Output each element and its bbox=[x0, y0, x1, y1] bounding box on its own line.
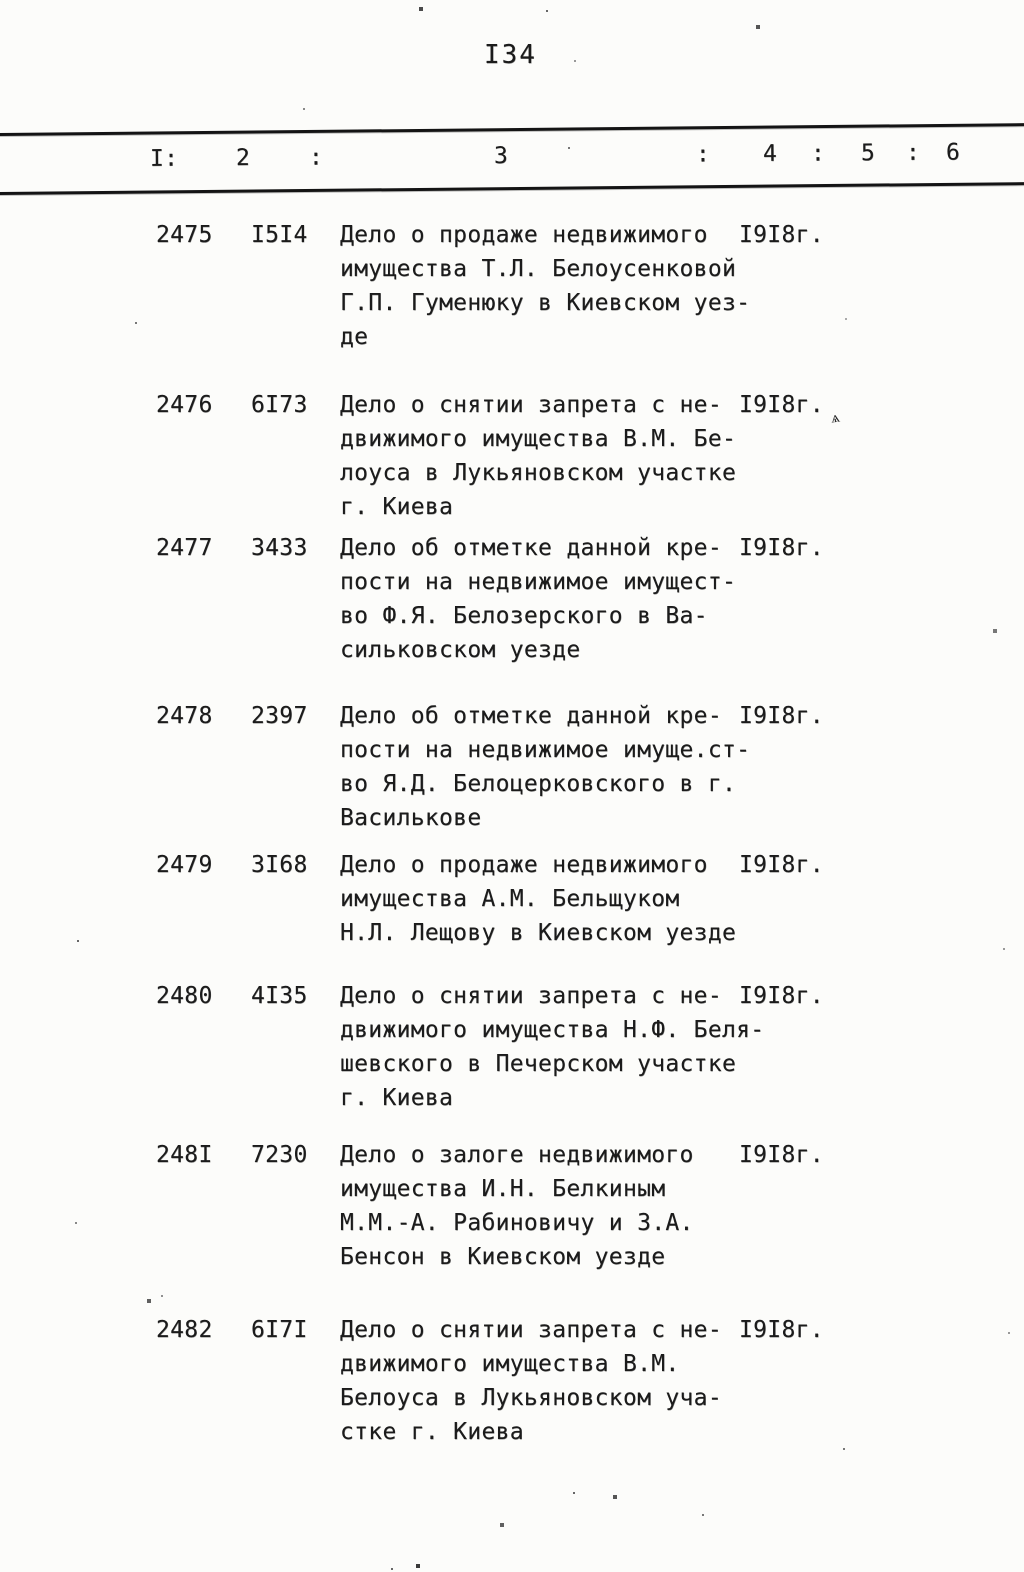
entry-description bbox=[340, 222, 790, 358]
description-line: де bbox=[340, 324, 369, 350]
column-header-2: 2 bbox=[235, 145, 251, 172]
description-line: Бенсон в Киевском уезде bbox=[340, 1244, 666, 1270]
description-line: Г.П. Гуменюку в Киевском уез- bbox=[340, 290, 751, 316]
column-header-9: : bbox=[905, 139, 921, 166]
entry-year: I9I8г. bbox=[739, 392, 824, 418]
description-line: стке г. Киева bbox=[340, 1419, 524, 1445]
entry-description bbox=[340, 535, 790, 671]
description-line: Дело о залоге недвижимого bbox=[340, 1142, 694, 1168]
entry-year: I9I8г. bbox=[739, 222, 824, 248]
description-line: движимого имущества Н.Ф. Беля- bbox=[340, 1017, 765, 1043]
description-line: во Я.Д. Белоцерковского в г. bbox=[340, 771, 737, 797]
entry-number: 2475 bbox=[156, 222, 213, 248]
description-line: Василькове bbox=[340, 805, 482, 831]
description-line: движимого имущества В.М. bbox=[340, 1351, 680, 1377]
entry-description bbox=[340, 983, 790, 1119]
column-header-1: I: bbox=[149, 145, 179, 172]
description-line: Дело о продаже недвижимого bbox=[340, 852, 708, 878]
description-line: Дело об отметке данной кре- bbox=[340, 535, 722, 561]
description-line: Н.Л. Лещову в Киевском уезде bbox=[340, 920, 737, 946]
description-line: во Ф.Я. Белозерского в Ва- bbox=[340, 603, 708, 629]
entry-year: I9I8г. bbox=[739, 983, 824, 1009]
entry-description bbox=[340, 392, 790, 528]
entry-year: I9I8г. bbox=[739, 852, 824, 878]
column-header-7: : bbox=[810, 140, 826, 167]
entry-description bbox=[340, 703, 790, 839]
description-line: шевского в Печерском участке bbox=[340, 1051, 737, 1077]
entry-description bbox=[340, 852, 790, 954]
description-line: имущества И.Н. Белкиным bbox=[340, 1176, 666, 1202]
entry-number: 248I bbox=[156, 1142, 213, 1168]
description-line: Белоуса в Лукьяновском уча- bbox=[340, 1385, 722, 1411]
description-line: Дело о снятии запрета с не- bbox=[340, 983, 722, 1009]
column-header-8: 5 bbox=[860, 140, 876, 167]
description-line: г. Киева bbox=[340, 1085, 454, 1111]
description-line: сильковском уезде bbox=[340, 637, 581, 663]
description-line: Дело об отметке данной кре- bbox=[340, 703, 722, 729]
entry-description bbox=[340, 1317, 790, 1453]
entry-year: I9I8г. bbox=[739, 535, 824, 561]
entry-year: I9I8г. bbox=[739, 1142, 824, 1168]
entry-file-number: 4I35 bbox=[251, 983, 308, 1009]
entry-number: 2478 bbox=[156, 703, 213, 729]
entry-number: 2482 bbox=[156, 1317, 213, 1343]
ink-blot-artifact: ѧ bbox=[829, 407, 841, 427]
description-line: Дело о снятии запрета с не- bbox=[340, 392, 722, 418]
entry-year: I9I8г. bbox=[739, 703, 824, 729]
description-line: движимого имущества В.М. Бе- bbox=[340, 426, 737, 452]
column-header-4: 3 bbox=[493, 143, 509, 170]
entry-file-number: I5I4 bbox=[251, 222, 308, 248]
column-header-6: 4 bbox=[762, 140, 778, 168]
entry-number: 2477 bbox=[156, 535, 213, 561]
column-header-5: : bbox=[695, 141, 711, 168]
description-line: лоуса в Лукьяновском участке bbox=[340, 460, 737, 486]
entry-number: 2476 bbox=[156, 392, 213, 418]
description-line: пости на недвижимое имуще.ст- bbox=[340, 737, 751, 763]
entry-file-number: 2397 bbox=[251, 703, 308, 729]
entry-file-number: 6I73 bbox=[251, 392, 308, 418]
entry-file-number: 6I7I bbox=[251, 1317, 308, 1343]
entry-file-number: 7230 bbox=[251, 1142, 308, 1168]
description-line: г. Киева bbox=[340, 494, 454, 520]
page-number: I34 bbox=[484, 40, 537, 70]
description-line: имущества Т.Л. Белоусенковой bbox=[340, 256, 737, 282]
column-header-10: 6 bbox=[945, 139, 961, 166]
entry-number: 2480 bbox=[156, 983, 213, 1009]
description-line: М.М.-А. Рабиновичу и З.А. bbox=[340, 1210, 694, 1236]
description-line: пости на недвижимое имущест- bbox=[340, 569, 737, 595]
column-header-3: : bbox=[308, 144, 324, 171]
scan-noise-specks bbox=[0, 0, 2, 2]
description-line: Дело о снятии запрета с не- bbox=[340, 1317, 722, 1343]
description-line: имущества А.М. Бельщуком bbox=[340, 886, 680, 912]
entry-file-number: 3433 bbox=[251, 535, 308, 561]
entry-year: I9I8г. bbox=[739, 1317, 824, 1343]
entry-file-number: 3I68 bbox=[251, 852, 308, 878]
description-line: Дело о продаже недвижимого bbox=[340, 222, 708, 248]
entry-number: 2479 bbox=[156, 852, 213, 878]
entry-description bbox=[340, 1142, 790, 1278]
